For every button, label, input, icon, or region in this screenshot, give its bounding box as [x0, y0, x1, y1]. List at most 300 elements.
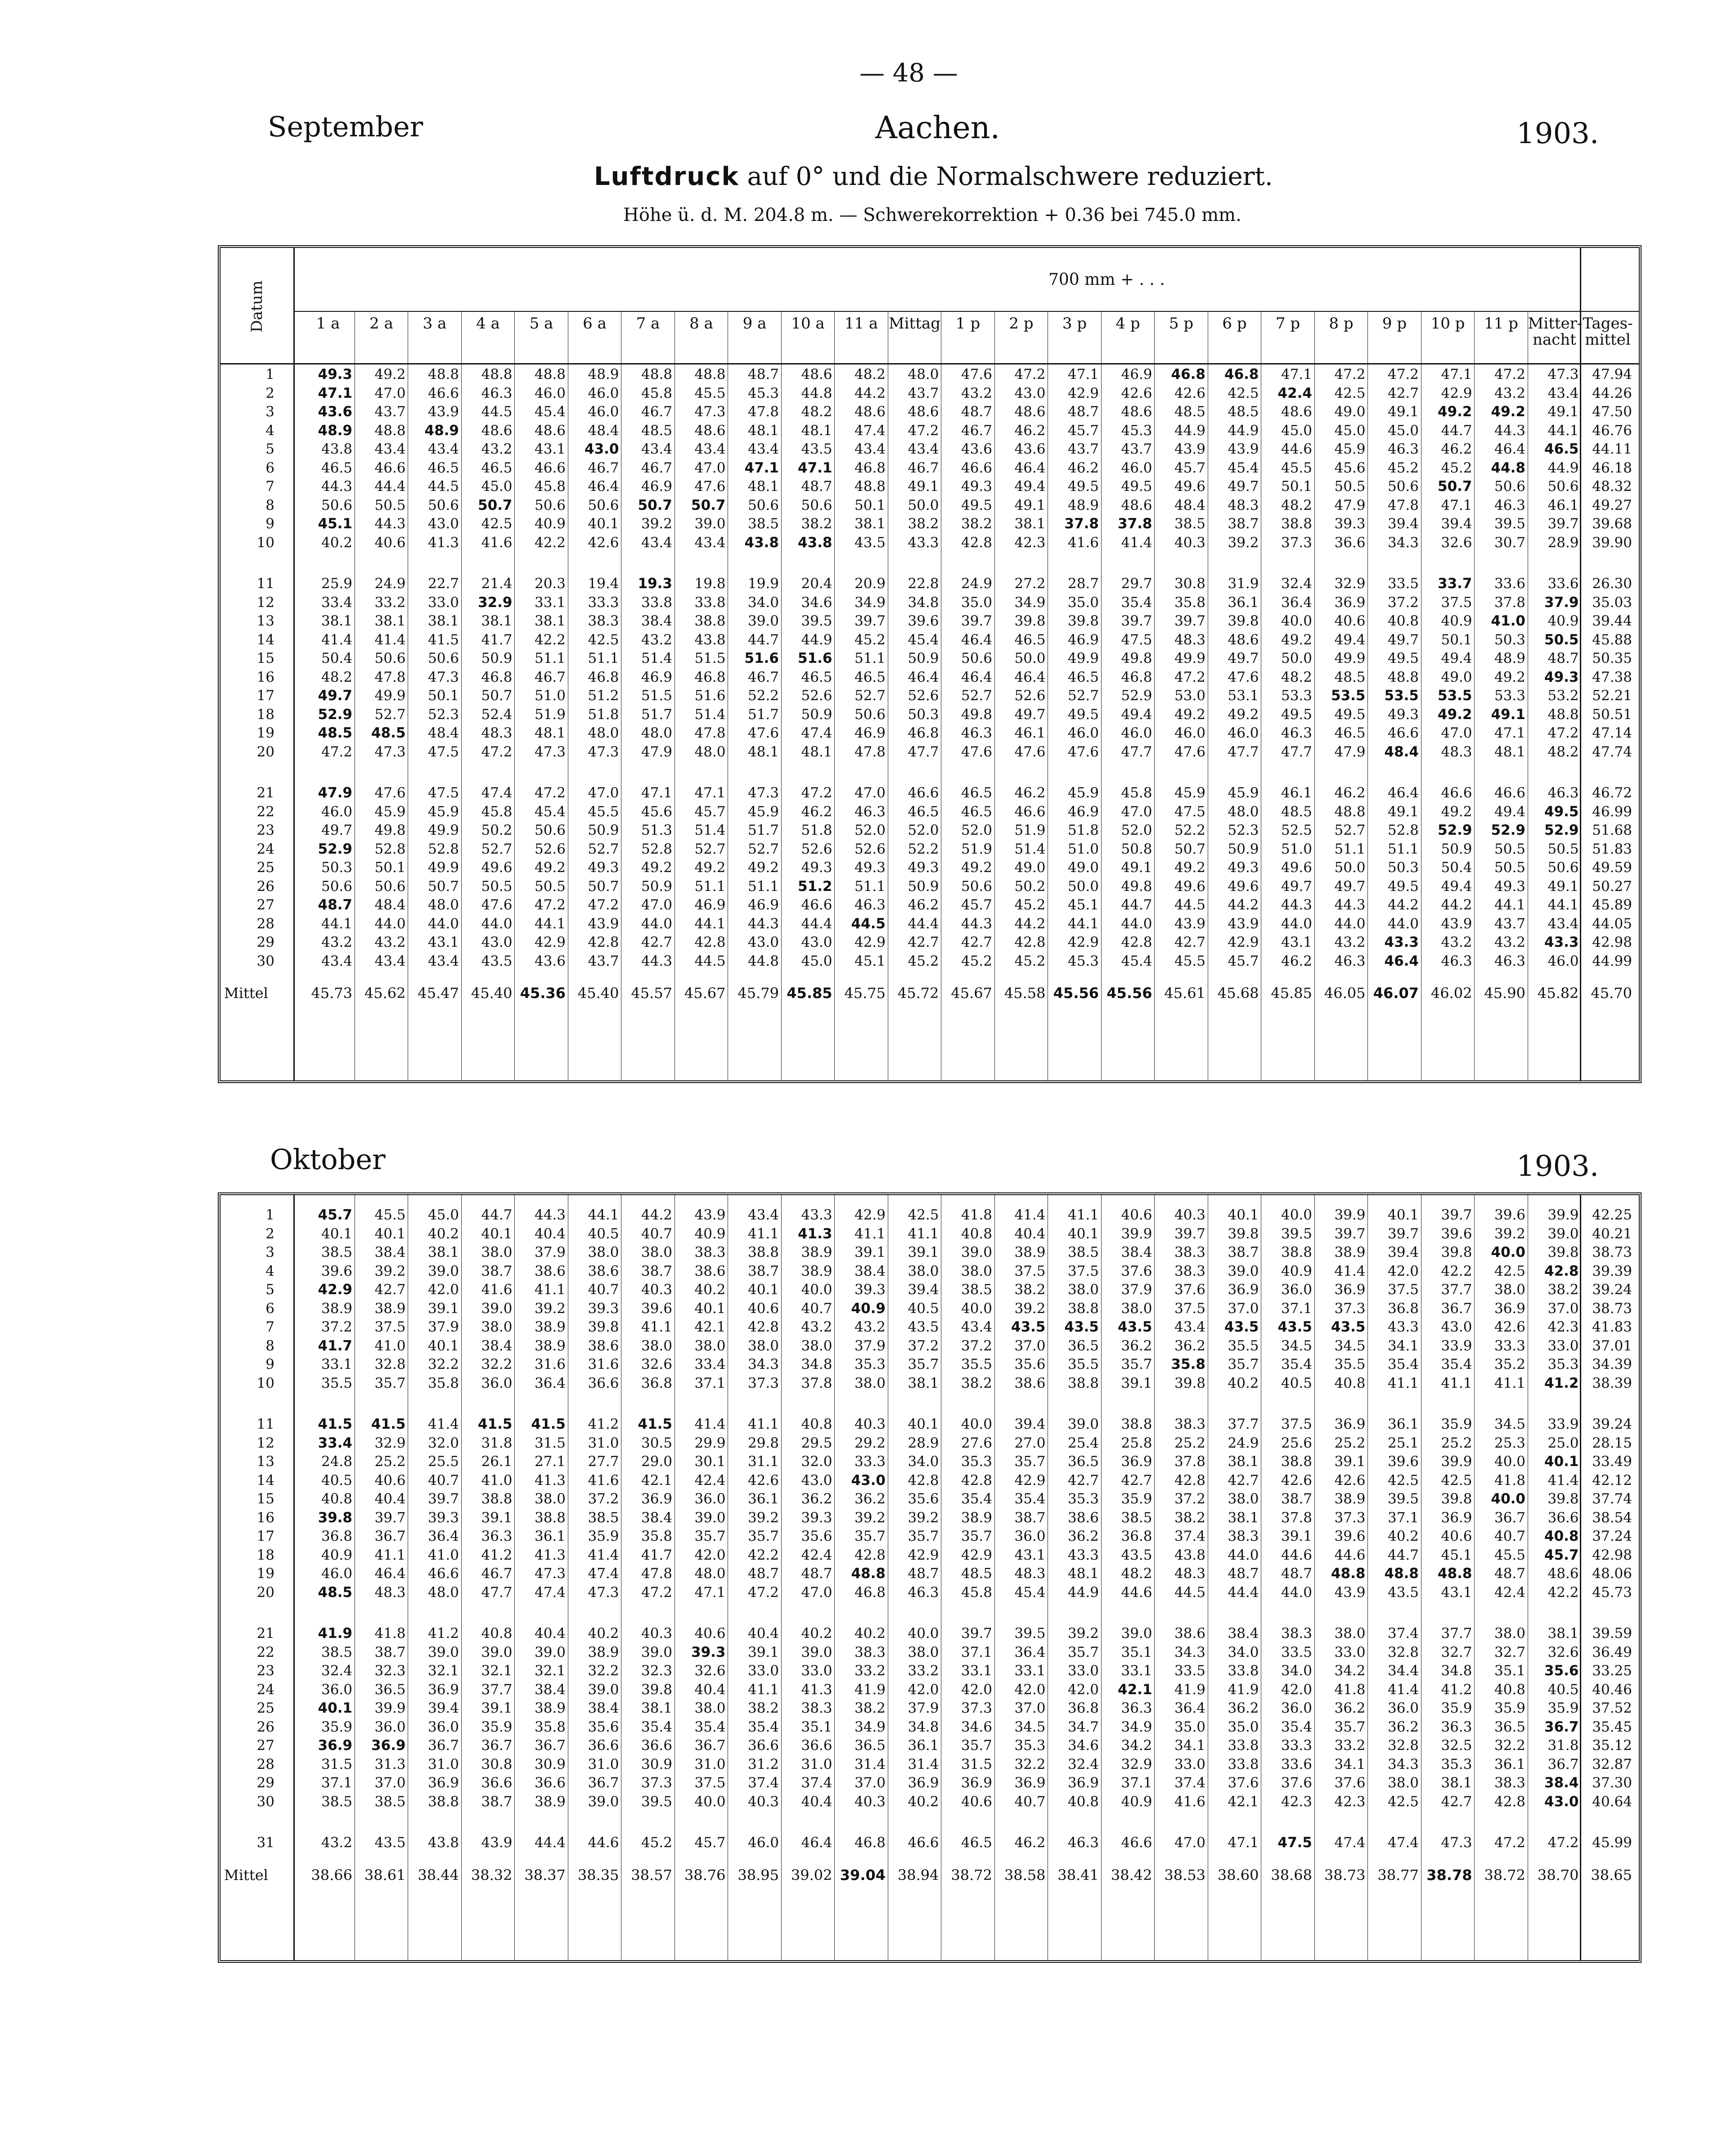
value-cell: 50.6 [534, 822, 566, 838]
date-cell: 16 [256, 1509, 274, 1526]
value-cell: 50.9 [641, 878, 672, 895]
value-cell: 38.0 [1334, 1625, 1366, 1642]
value-cell: 47.0 [1121, 803, 1152, 820]
value-cell: 38.0 [694, 1700, 726, 1716]
value-cell: 33.8 [694, 594, 726, 611]
value-cell: 44.7 [1441, 422, 1472, 439]
value-cell: 32.4 [1281, 576, 1312, 592]
date-cell: 24 [256, 841, 274, 857]
value-cell: 42.5 [1228, 385, 1259, 401]
value-cell: 52.8 [1387, 822, 1419, 838]
value-cell: 39.6 [1441, 1225, 1472, 1242]
value-cell: 40.0 [1281, 613, 1312, 629]
mean-cell: 45.85 [787, 985, 832, 1002]
value-cell: 35.3 [854, 1356, 886, 1372]
date-cell: 15 [256, 650, 274, 666]
value-cell: 38.9 [374, 1300, 406, 1317]
value-cell: 38.7 [1014, 1509, 1046, 1526]
value-cell: 43.1 [1441, 1584, 1472, 1601]
mean-cell: 38.76 [684, 1866, 726, 1884]
value-cell: 49.2 [1438, 404, 1472, 420]
value-cell: 38.6 [1067, 1509, 1099, 1526]
value-cell: 41.8 [374, 1625, 406, 1642]
value-cell: 39.90 [1592, 534, 1632, 551]
value-cell: 38.9 [534, 1793, 566, 1810]
value-cell: 49.3 [1387, 706, 1419, 723]
value-cell: 50.9 [481, 650, 513, 666]
value-cell: 37.5 [374, 1319, 406, 1335]
value-cell: 25.0 [1547, 1435, 1579, 1451]
value-cell: 46.3 [1281, 725, 1312, 741]
value-cell: 48.5 [1174, 404, 1205, 420]
value-cell: 45.0 [481, 478, 513, 495]
table-row [220, 1244, 1639, 1261]
value-cell: 47.2 [1547, 1835, 1579, 1851]
value-cell: 45.88 [1592, 631, 1632, 648]
value-cell: 48.9 [588, 366, 619, 382]
value-cell: 40.1 [1067, 1225, 1099, 1242]
table-row [220, 1490, 1639, 1507]
value-cell: 31.5 [961, 1756, 992, 1772]
value-cell: 50.7 [427, 878, 459, 895]
date-cell: 15 [256, 1491, 274, 1507]
value-cell: 40.6 [374, 1472, 406, 1489]
value-cell: 40.6 [1441, 1528, 1472, 1544]
value-cell: 48.8 [427, 366, 459, 382]
value-cell: 36.9 [1067, 1775, 1099, 1791]
value-cell: 43.2 [374, 934, 406, 950]
table-row [220, 1834, 1639, 1851]
value-cell: 38.0 [1494, 1625, 1525, 1642]
mean-cell: 38.68 [1271, 1866, 1312, 1884]
value-cell: 52.6 [801, 688, 832, 704]
value-cell: 40.7 [641, 1225, 672, 1242]
value-cell: 38.6 [1014, 1375, 1046, 1391]
value-cell: 47.1 [1228, 1835, 1259, 1851]
value-cell: 47.1 [1067, 366, 1099, 382]
value-cell: 36.1 [747, 1491, 779, 1507]
value-cell: 43.3 [1544, 934, 1579, 950]
value-cell: 46.6 [1387, 725, 1419, 741]
table-row [220, 1472, 1639, 1489]
value-cell: 38.0 [908, 1263, 939, 1279]
value-cell: 35.7 [908, 1528, 939, 1544]
value-cell: 50.6 [1547, 859, 1579, 876]
value-cell: 35.5 [961, 1356, 992, 1372]
value-cell: 38.5 [588, 1509, 619, 1526]
mean-cell: 38.42 [1111, 1866, 1152, 1884]
value-cell: 42.5 [1387, 1472, 1419, 1489]
value-cell: 36.9 [1334, 594, 1366, 611]
value-cell: 39.3 [691, 1644, 726, 1660]
value-cell: 40.1 [427, 1337, 459, 1354]
value-cell: 33.2 [854, 1663, 886, 1679]
value-cell: 43.8 [694, 631, 726, 648]
value-cell: 38.4 [1121, 1244, 1152, 1260]
value-cell: 47.6 [1014, 743, 1046, 760]
value-cell: 36.5 [854, 1737, 886, 1754]
value-cell: 48.6 [854, 404, 886, 420]
value-cell: 34.5 [1334, 1337, 1366, 1354]
value-cell: 34.9 [854, 594, 886, 611]
value-cell: 29.9 [694, 1435, 726, 1451]
value-cell: 42.7 [1174, 934, 1205, 950]
value-cell: 35.9 [481, 1718, 513, 1735]
value-cell: 35.4 [1281, 1718, 1312, 1735]
value-cell: 39.9 [1334, 1207, 1366, 1223]
value-cell: 40.4 [747, 1625, 779, 1642]
value-cell: 39.2 [641, 516, 672, 532]
value-cell: 48.2 [321, 669, 352, 685]
value-cell: 36.9 [908, 1775, 939, 1791]
table-row [220, 1300, 1639, 1317]
value-cell: 38.7 [1228, 516, 1259, 532]
value-cell: 42.1 [1228, 1793, 1259, 1810]
value-cell: 38.9 [534, 1337, 566, 1354]
value-cell: 34.0 [1281, 1663, 1312, 1679]
value-cell: 39.2 [854, 1509, 886, 1526]
table-row [220, 859, 1639, 876]
value-cell: 48.7 [801, 478, 832, 495]
value-cell: 31.9 [1228, 576, 1259, 592]
value-cell: 50.8 [1121, 841, 1152, 857]
value-cell: 37.0 [1014, 1337, 1046, 1354]
value-cell: 45.3 [1067, 953, 1099, 969]
column-rule [781, 312, 782, 1080]
value-cell: 29.7 [1121, 576, 1152, 592]
value-cell: 32.0 [427, 1435, 459, 1451]
value-cell: 42.2 [1547, 1584, 1579, 1601]
value-cell: 48.6 [1121, 404, 1152, 420]
value-cell: 46.7 [908, 459, 939, 476]
value-cell: 41.3 [534, 1472, 566, 1489]
value-cell: 46.8 [854, 1835, 886, 1851]
value-cell: 31.0 [588, 1435, 619, 1451]
value-cell: 41.2 [1441, 1681, 1472, 1698]
value-cell: 48.8 [1438, 1565, 1472, 1582]
value-cell: 48.8 [694, 366, 726, 382]
value-cell: 48.7 [961, 404, 992, 420]
value-cell: 45.4 [1014, 1584, 1046, 1601]
value-cell: 38.8 [747, 1244, 779, 1260]
value-cell: 42.0 [961, 1681, 992, 1698]
value-cell: 49.4 [1494, 803, 1525, 820]
value-cell: 39.7 [1334, 1225, 1366, 1242]
value-cell: 45.0 [1387, 422, 1419, 439]
value-cell: 38.1 [641, 1700, 672, 1716]
value-cell: 49.4 [1121, 706, 1152, 723]
value-cell: 38.1 [374, 613, 406, 629]
value-cell: 43.3 [908, 534, 939, 551]
value-cell: 45.4 [1121, 953, 1152, 969]
value-cell: 42.0 [1014, 1681, 1046, 1698]
value-cell: 48.5 [641, 422, 672, 439]
date-cell: 3 [265, 404, 274, 420]
value-cell: 41.5 [318, 1416, 352, 1432]
value-cell: 37.4 [1174, 1775, 1205, 1791]
value-cell: 51.0 [1067, 841, 1099, 857]
mean-cell: 38.70 [1537, 1866, 1579, 1884]
value-cell: 50.9 [1228, 841, 1259, 857]
value-cell: 48.8 [1384, 1565, 1419, 1582]
value-cell: 45.5 [588, 803, 619, 820]
date-cell: 5 [265, 441, 274, 457]
value-cell: 38.73 [1592, 1300, 1632, 1317]
value-cell: 40.5 [908, 1300, 939, 1317]
oktober-table [218, 1192, 1642, 1963]
value-cell: 43.4 [694, 534, 726, 551]
value-cell: 38.7 [641, 1263, 672, 1279]
value-cell: 42.7 [641, 934, 672, 950]
value-cell: 43.5 [908, 1319, 939, 1335]
value-cell: 48.1 [1494, 743, 1525, 760]
value-cell: 51.1 [854, 878, 886, 895]
value-cell: 42.9 [908, 1547, 939, 1563]
value-cell: 46.6 [427, 385, 459, 401]
value-cell: 51.1 [694, 878, 726, 895]
value-cell: 50.9 [801, 706, 832, 723]
value-cell: 46.6 [801, 897, 832, 913]
value-cell: 42.9 [854, 934, 886, 950]
value-cell: 39.0 [641, 1644, 672, 1660]
table-row [220, 724, 1639, 742]
value-cell: 39.0 [427, 1263, 459, 1279]
value-cell: 40.1 [1387, 1207, 1419, 1223]
column-header: 5 p [1169, 315, 1194, 333]
value-cell: 43.2 [854, 1319, 886, 1335]
mean-cell: 46.07 [1373, 985, 1419, 1002]
value-cell: 43.2 [1494, 385, 1525, 401]
table-header [220, 248, 1639, 364]
value-cell: 45.8 [481, 803, 513, 820]
value-cell: 36.5 [1067, 1337, 1099, 1354]
mean-cell: 45.75 [844, 985, 886, 1002]
value-cell: 44.6 [1121, 1584, 1152, 1601]
value-cell: 39.6 [641, 1300, 672, 1317]
value-cell: 37.3 [961, 1700, 992, 1716]
value-cell: 39.6 [321, 1263, 352, 1279]
value-cell: 40.46 [1592, 1681, 1632, 1698]
value-cell: 43.4 [1174, 1319, 1205, 1335]
value-cell: 51.1 [588, 650, 619, 666]
value-cell: 37.5 [1281, 1416, 1312, 1432]
value-cell: 44.4 [908, 915, 939, 932]
table-row [220, 1793, 1639, 1810]
value-cell: 39.3 [588, 1300, 619, 1317]
value-cell: 35.9 [321, 1718, 352, 1735]
value-cell: 48.5 [371, 725, 406, 741]
value-cell: 47.0 [1174, 1835, 1205, 1851]
value-cell: 36.3 [1121, 1700, 1152, 1716]
value-cell: 46.0 [1228, 725, 1259, 741]
value-cell: 50.7 [478, 497, 513, 513]
value-cell: 36.1 [1494, 1756, 1525, 1772]
value-cell: 39.39 [1592, 1263, 1632, 1279]
value-cell: 37.7 [1441, 1625, 1472, 1642]
value-cell: 35.7 [694, 1528, 726, 1544]
value-cell: 43.2 [321, 1835, 352, 1851]
value-cell: 44.0 [1228, 1547, 1259, 1563]
value-cell: 46.4 [374, 1565, 406, 1582]
value-cell: 38.5 [961, 1282, 992, 1298]
value-cell: 49.3 [1494, 878, 1525, 895]
value-cell: 48.8 [854, 478, 886, 495]
table-row [220, 650, 1639, 667]
value-cell: 42.7 [961, 934, 992, 950]
value-cell: 38.0 [801, 1337, 832, 1354]
column-rule [781, 1195, 782, 1960]
value-cell: 42.8 [747, 1319, 779, 1335]
value-cell: 47.7 [481, 1584, 513, 1601]
value-cell: 47.5 [427, 785, 459, 801]
value-cell: 48.1 [534, 725, 566, 741]
value-cell: 47.5 [1277, 1835, 1312, 1851]
value-cell: 41.2 [588, 1416, 619, 1432]
value-cell: 43.5 [1387, 1584, 1419, 1601]
value-cell: 36.7 [588, 1775, 619, 1791]
value-cell: 45.0 [1334, 422, 1366, 439]
value-cell: 47.3 [588, 1584, 619, 1601]
value-cell: 39.2 [1228, 534, 1259, 551]
value-cell: 28.15 [1592, 1435, 1632, 1451]
oktober-month-label: Oktober [270, 1143, 386, 1176]
value-cell: 32.4 [1067, 1756, 1099, 1772]
value-cell: 45.7 [1228, 953, 1259, 969]
value-cell: 36.5 [1494, 1718, 1525, 1735]
value-cell: 43.4 [427, 441, 459, 457]
value-cell: 44.1 [1494, 897, 1525, 913]
value-cell: 46.18 [1592, 459, 1632, 476]
value-cell: 37.3 [1334, 1509, 1366, 1526]
value-cell: 37.9 [1544, 594, 1579, 611]
mean-cell: 38.73 [1324, 1866, 1366, 1884]
value-cell: 37.6 [1228, 1775, 1259, 1791]
value-cell: 51.4 [694, 706, 726, 723]
value-cell: 40.1 [481, 1225, 513, 1242]
value-cell: 47.3 [534, 1565, 566, 1582]
value-cell: 50.4 [1441, 859, 1472, 876]
value-cell: 44.6 [1281, 1547, 1312, 1563]
date-cell: 30 [256, 953, 274, 969]
value-cell: 35.6 [588, 1718, 619, 1735]
value-cell: 37.1 [694, 1375, 726, 1391]
value-cell: 41.8 [1334, 1681, 1366, 1698]
value-cell: 35.4 [747, 1718, 779, 1735]
column-header: 4 a [476, 315, 500, 333]
table-row [220, 1625, 1639, 1642]
value-cell: 36.0 [1014, 1528, 1046, 1544]
value-cell: 37.6 [1334, 1775, 1366, 1791]
value-cell: 48.9 [1494, 650, 1525, 666]
value-cell: 42.0 [1067, 1681, 1099, 1698]
value-cell: 42.4 [694, 1472, 726, 1489]
value-cell: 47.4 [1334, 1835, 1366, 1851]
column-rule [994, 312, 995, 1080]
value-cell: 43.0 [481, 934, 513, 950]
value-cell: 47.0 [588, 785, 619, 801]
value-cell: 29.0 [641, 1453, 672, 1470]
value-cell: 33.0 [1067, 1663, 1099, 1679]
value-cell: 53.3 [1281, 688, 1312, 704]
value-cell: 45.4 [908, 631, 939, 648]
value-cell: 51.1 [1387, 841, 1419, 857]
mean-cell: 38.44 [418, 1866, 459, 1884]
value-cell: 35.4 [1014, 1491, 1046, 1507]
value-cell: 47.74 [1592, 743, 1632, 760]
value-cell: 39.5 [1387, 1491, 1419, 1507]
value-cell: 29.8 [747, 1435, 779, 1451]
mean-cell: 45.57 [631, 985, 672, 1002]
value-cell: 46.8 [1224, 366, 1259, 382]
value-cell: 53.3 [1494, 688, 1525, 704]
mean-cell: 46.05 [1324, 985, 1366, 1002]
value-cell: 37.8 [1064, 516, 1099, 532]
value-cell: 32.2 [588, 1663, 619, 1679]
value-cell: 46.4 [1014, 459, 1046, 476]
table-row [220, 803, 1639, 820]
value-cell: 38.5 [321, 1644, 352, 1660]
value-cell: 44.3 [1334, 897, 1366, 913]
value-cell: 48.6 [481, 422, 513, 439]
value-cell: 51.8 [801, 822, 832, 838]
value-cell: 31.0 [801, 1756, 832, 1772]
value-cell: 39.4 [1014, 1416, 1046, 1432]
column-rule [1314, 312, 1315, 1080]
value-cell: 27.2 [1014, 576, 1046, 592]
date-cell: 13 [256, 613, 274, 629]
value-cell: 46.72 [1592, 785, 1632, 801]
value-cell: 44.0 [1281, 915, 1312, 932]
value-cell: 49.5 [1387, 650, 1419, 666]
date-cell: 1 [265, 366, 274, 382]
value-cell: 50.3 [1387, 859, 1419, 876]
value-cell: 41.4 [694, 1416, 726, 1432]
value-cell: 35.3 [1441, 1756, 1472, 1772]
value-cell: 46.3 [854, 803, 886, 820]
value-cell: 38.8 [427, 1793, 459, 1810]
value-cell: 46.2 [801, 803, 832, 820]
value-cell: 49.2 [961, 859, 992, 876]
value-cell: 39.2 [374, 1263, 406, 1279]
value-cell: 48.0 [588, 725, 619, 741]
value-cell: 38.2 [854, 1700, 886, 1716]
value-cell: 41.5 [478, 1416, 513, 1432]
value-cell: 40.5 [1281, 1375, 1312, 1391]
value-cell: 34.7 [1067, 1718, 1099, 1735]
value-cell: 51.4 [694, 822, 726, 838]
value-cell: 36.9 [961, 1775, 992, 1791]
value-cell: 37.2 [1387, 594, 1419, 611]
date-cell: 28 [256, 1756, 274, 1772]
value-cell: 38.9 [961, 1509, 992, 1526]
value-cell: 36.7 [481, 1737, 513, 1754]
value-cell: 38.7 [374, 1644, 406, 1660]
value-cell: 42.6 [1174, 385, 1205, 401]
value-cell: 38.4 [854, 1263, 886, 1279]
date-cell: 29 [256, 1775, 274, 1791]
value-cell: 49.9 [1334, 650, 1366, 666]
date-cell: 26 [256, 1718, 274, 1735]
value-cell: 40.8 [1494, 1681, 1525, 1698]
value-cell: 45.5 [694, 385, 726, 401]
table-row [220, 1662, 1639, 1679]
value-cell: 52.7 [961, 688, 992, 704]
value-cell: 48.3 [374, 1584, 406, 1601]
value-cell: 51.4 [641, 650, 672, 666]
value-cell: 40.1 [694, 1300, 726, 1317]
value-cell: 35.4 [1441, 1356, 1472, 1372]
value-cell: 36.9 [1494, 1300, 1525, 1317]
